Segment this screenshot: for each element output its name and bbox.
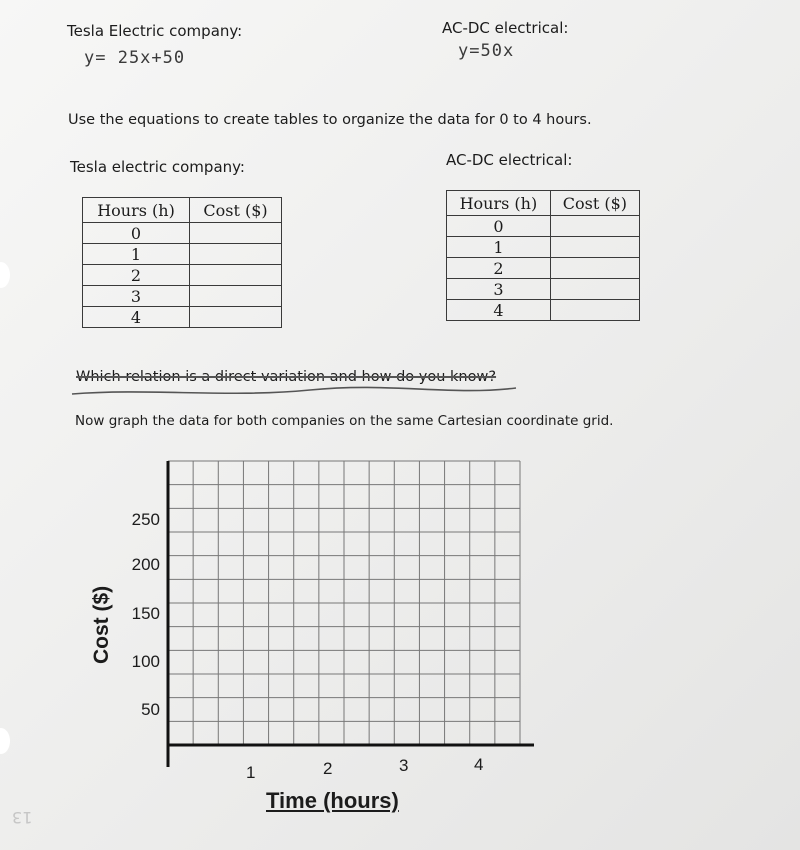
acdc-hours-header: Hours (h) bbox=[447, 191, 551, 216]
binder-hole-top bbox=[0, 262, 10, 288]
x-tick-label: 3 bbox=[399, 756, 409, 775]
strike-scribble bbox=[70, 384, 520, 402]
x-axis-label: Time (hours) bbox=[266, 788, 399, 813]
acdc-cost-cell[interactable] bbox=[550, 300, 639, 321]
acdc-cost-cell[interactable] bbox=[550, 279, 639, 300]
acdc-cost-cell[interactable] bbox=[550, 216, 639, 237]
tesla-hours-header: Hours (h) bbox=[83, 198, 190, 223]
acdc-hour-cell: 2 bbox=[447, 258, 551, 279]
tesla-hour-cell: 1 bbox=[83, 244, 190, 265]
tesla-cost-header: Cost ($) bbox=[190, 198, 282, 223]
acdc-table bbox=[446, 190, 640, 321]
tesla-hour-cell: 2 bbox=[83, 265, 190, 286]
binder-hole-bottom bbox=[0, 728, 10, 754]
y-axis-label: Cost ($) bbox=[90, 585, 113, 664]
y-tick-label: 50 bbox=[141, 700, 160, 719]
y-tick-label: 100 bbox=[131, 652, 160, 671]
y-tick-label: 150 bbox=[131, 604, 160, 623]
acdc-equation: y=50x bbox=[458, 41, 515, 61]
x-tick-label: 4 bbox=[474, 755, 484, 774]
acdc-hour-cell: 1 bbox=[447, 237, 551, 258]
tesla-heading: Tesla Electric company: bbox=[67, 22, 243, 40]
y-tick-label: 250 bbox=[131, 510, 160, 529]
crossed-question: Which relation is a direct variation and how do you know? bbox=[76, 369, 497, 385]
tesla-hour-cell: 3 bbox=[83, 286, 190, 307]
acdc-hour-cell: 3 bbox=[447, 279, 551, 300]
tesla-equation: y= 25x+50 bbox=[84, 48, 186, 68]
table-instruction: Use the equations to create tables to organize the data for 0 to 4 hours. bbox=[68, 112, 592, 128]
grid-lines bbox=[168, 461, 520, 745]
tesla-cost-cell[interactable] bbox=[190, 265, 282, 286]
page-number: 13 bbox=[12, 808, 33, 827]
acdc-cost-cell[interactable] bbox=[550, 237, 639, 258]
acdc-heading: AC-DC electrical: bbox=[442, 19, 569, 37]
tesla-cost-cell[interactable] bbox=[190, 223, 282, 244]
graph-instruction: Now graph the data for both companies on the same Cartesian coordinate grid. bbox=[75, 413, 614, 429]
tesla-table bbox=[82, 197, 282, 328]
acdc-cost-header: Cost ($) bbox=[550, 191, 639, 216]
tesla-hour-cell: 4 bbox=[83, 307, 190, 328]
acdc-table-title: AC-DC electrical: bbox=[446, 151, 573, 169]
x-tick-label: 1 bbox=[246, 763, 256, 782]
x-tick-label: 2 bbox=[323, 759, 333, 778]
tesla-hour-cell: 0 bbox=[83, 223, 190, 244]
tesla-cost-cell[interactable] bbox=[190, 286, 282, 307]
coordinate-grid[interactable] bbox=[150, 455, 540, 775]
tesla-cost-cell[interactable] bbox=[190, 244, 282, 265]
acdc-hour-cell: 0 bbox=[447, 216, 551, 237]
acdc-cost-cell[interactable] bbox=[550, 258, 639, 279]
tesla-table-title: Tesla electric company: bbox=[70, 158, 245, 176]
tesla-cost-cell[interactable] bbox=[190, 307, 282, 328]
acdc-hour-cell: 4 bbox=[447, 300, 551, 321]
y-tick-label: 200 bbox=[131, 555, 160, 574]
